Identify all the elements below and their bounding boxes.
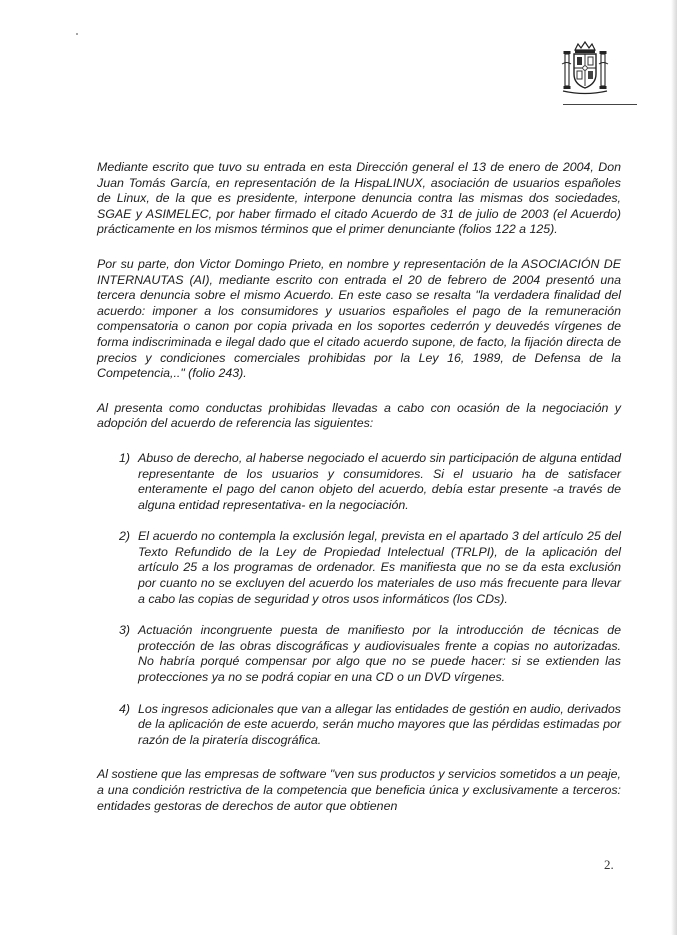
paragraph-conduct-intro: Al presenta como conductas prohibidas llevadas a cabo con ocasión de la negociación y adopción del acuerdo de referencia las siguientes: [97, 400, 621, 431]
list-item-text: Abuso de derecho, al haberse negociado el acuerdo sin participación de alguna entidad representante de los usuarios y consumidores. Si el usuario ha de satisfacer enteramente el pago del canon objeto del acuerdo, debía estar presente -a través de alguna entidad representativa- en la negociación. [138, 450, 621, 512]
page-edge-shadow [671, 0, 677, 935]
list-item-text: El acuerdo no contempla la exclusión legal, prevista en el apartado 3 del artículo 25 del Texto Refundido de la Ley de Propiedad Intelectual (TRLPI), de la aplicación del artículo 25 a los programas de ordenador. Es manifiesta que no se da esta exclusión por cuanto no se excluyen del acuerdo los materiales de uso más frecuente para llevar a cabo las copias de seguridad y otros usos informáticos (los CDs). [138, 529, 621, 606]
scan-speck [76, 33, 78, 35]
paragraph-internautas-complaint: Por su parte, don Victor Domingo Prieto, en nombre y representación de la ASOCIACIÓN DE INTERNAUTAS (AI), mediante escrito con entrada el 20 de febrero de 2004 presentó una tercera denuncia sobre el mismo Acuerdo. En este caso se resalta "la verdadera finalidad del acuerdo: imponer a los consumidores y usuarios españoles el pago de la remuneración compensatoria o canon por copia privada en los soportes cederrón y deuvedés vírgenes de forma indiscriminada e ilegal dado que el citado acuerdo supone, de facto, la fijación directa de precios y condiciones comerciales prohibidas por la Ley 16, 1989, de Defensa de la Competencia,.." (folio 243). [97, 256, 621, 381]
list-item-number: 4) [119, 701, 131, 716]
list-item-number: 1) [119, 450, 131, 465]
list-item-text: Los ingresos adicionales que van a allegar las entidades de gestión en audio, derivados de la aplicación de este acuerdo, serán mucho mayores que las pérdidas estimadas por razón de la piratería discográfica. [138, 701, 621, 747]
list-item [97, 623, 621, 685]
conduct-list [97, 451, 621, 749]
paragraph-hispalinux-complaint: Mediante escrito que tuvo su entrada en esta Dirección general el 13 de enero de 2004, Don Juan Tomás García, en representación de la HispaLINUX, asociación de usuarios españoles de Linux, de la que es presidente, interpone denuncia contra las mismas dos sociedades, SGAE y ASIMELEC, por haber firmado el citado Acuerdo de 31 de julio de 2003 (el Acuerdo) prácticamente en los mismos términos que el primer denunciante (folios 122 a 125). [97, 160, 621, 237]
list-item-text: Actuación incongruente puesta de manifiesto por la introducción de técnicas de protección de las obras discográficas y audiovisuales frente a copias no autorizadas. No habría porqué compensar por algo que no se puede hacer: si se extienden las protecciones ya no se podrá copiar en una CD o un DVD vírgenes. [138, 623, 621, 685]
list-item [97, 702, 621, 749]
paragraph-software-companies: Al sostiene que las empresas de software "ven sus productos y servicios sometidos a un peaje, a una condición restrictiva de la competencia que beneficia única y exclusivamente a terceros: entidades gestoras de derechos de autor que obtienen [97, 767, 621, 813]
list-item-number: 2) [119, 529, 131, 544]
document-body [97, 160, 621, 833]
list-item-number: 3) [119, 623, 131, 638]
list-item [97, 451, 621, 513]
list-item [97, 529, 621, 607]
header-rule [563, 104, 637, 105]
spain-coat-of-arms-icon [559, 40, 611, 96]
page-number: 2. [604, 857, 614, 872]
